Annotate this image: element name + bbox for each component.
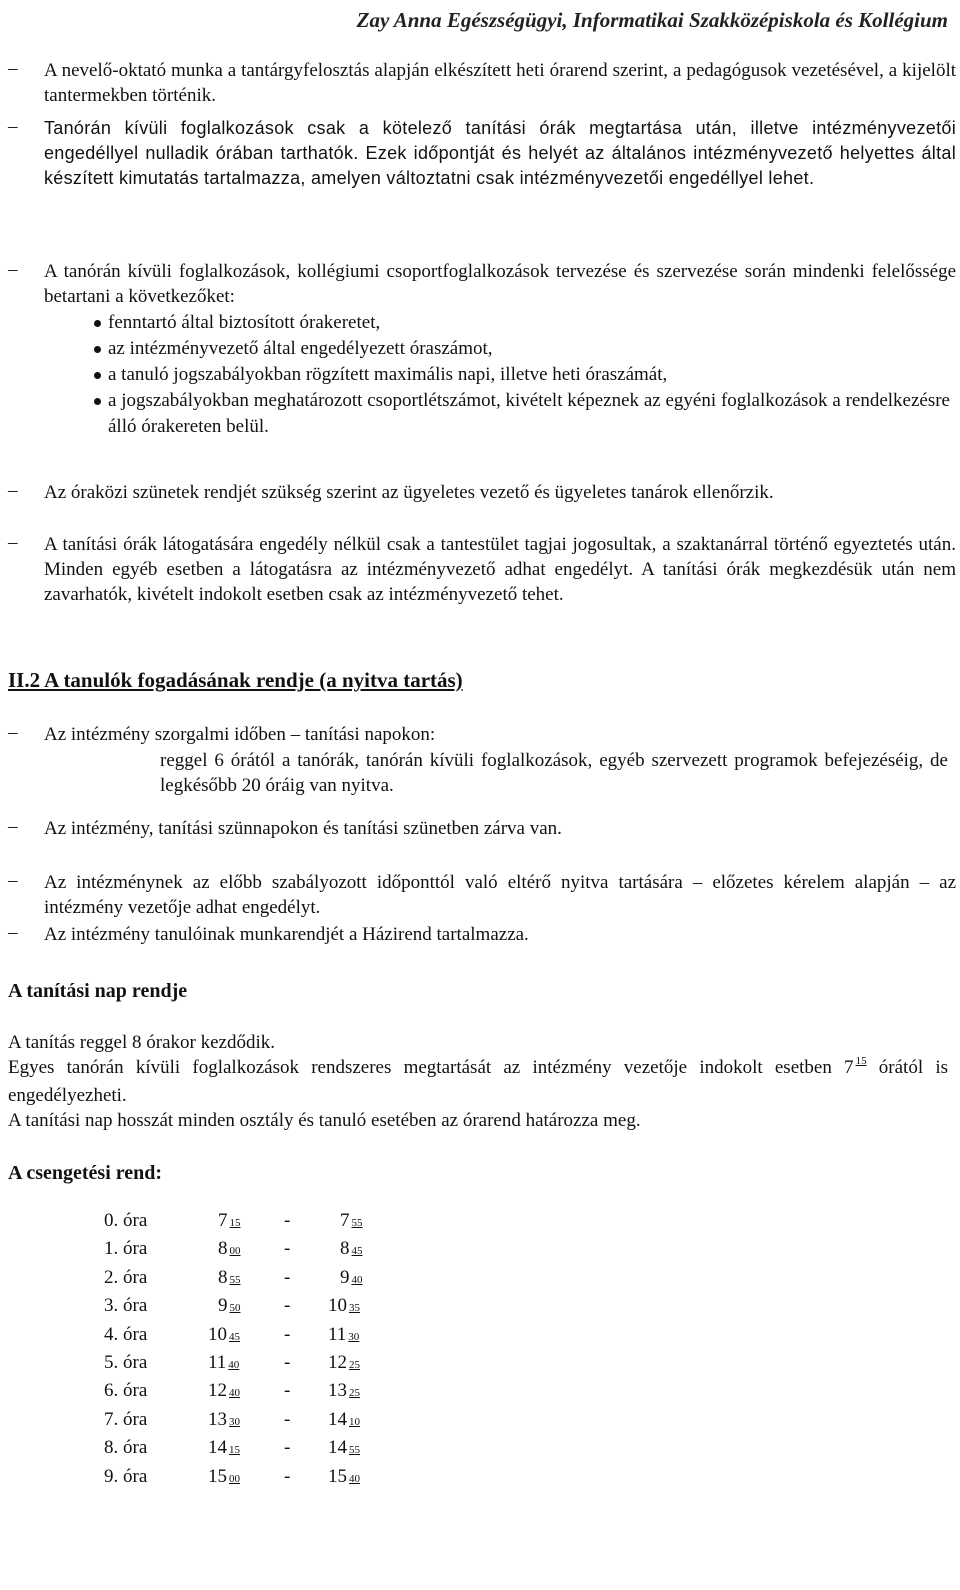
- section-title: II.2 A tanulók fogadásának rendje (a nyitva tartás): [8, 668, 463, 692]
- bell-row: [0, 1210, 500, 1238]
- day-line: A tanítási nap hosszát minden osztály és tanuló esetében az órarend határozza meg.: [8, 1110, 641, 1131]
- bell-end-time: 13 25: [328, 1380, 360, 1402]
- bell-end-time: 15 40: [328, 1465, 360, 1487]
- paragraph-text: A tanítási órák látogatására engedély nélkül csak a tantestület tagjai jogosultak, a szaktanárral történő egyeztetés után. Minden egyéb esetben a látogatásra az intézményvezető adhat engedélyt. A tanítási órák megkezdésük után nem zavarhatók, kivételt indokolt esetben csak az intézményvezető tehet.: [44, 534, 956, 605]
- opening-detail: reggel 6 órától a tanórák, tanórán kívüli foglalkozások, egyéb szervezett programok befejezéséig, de legkésőbb 20 óráig van nyitva.: [160, 750, 948, 796]
- dash-marker: –: [8, 116, 18, 137]
- bell-period-label: 7. óra: [104, 1408, 148, 1430]
- paragraph-text: Az óraközi szünetek rendjét szükség szerint az ügyeletes vezető és ügyeletes tanárok ellenőrzik.: [44, 482, 774, 503]
- bell-separator: -: [284, 1380, 291, 1402]
- bell-end-time: 7 55: [340, 1210, 363, 1231]
- bell-row: [0, 1238, 500, 1266]
- bell-period-label: 6. óra: [104, 1380, 148, 1402]
- bullet-item: [108, 362, 950, 388]
- paragraph-text: Az intézmény tanulóinak munkarendjét a Házirend tartalmazza.: [44, 924, 529, 945]
- paragraph-text: A tanórán kívüli foglalkozások, kollégiumi csoportfoglalkozások tervezése és szervezése során mindenki felelőssége betartani a következőket:: [44, 261, 956, 307]
- bullet-item: [108, 388, 950, 440]
- bell-period-label: 3. óra: [104, 1295, 148, 1317]
- bell-separator: -: [284, 1323, 291, 1345]
- bell-start-time: 9 50: [218, 1295, 241, 1317]
- bell-start-time: 10 45: [208, 1323, 240, 1345]
- bullet-text: az intézményvezető által engedélyezett óraszámot,: [108, 338, 493, 359]
- bell-row: [0, 1324, 500, 1352]
- bullet-icon: [94, 398, 101, 405]
- bell-period-label: 5. óra: [104, 1352, 148, 1373]
- bell-schedule: [0, 1210, 520, 1500]
- bell-period-label: 4. óra: [104, 1323, 148, 1345]
- paragraph-text: Az intézmény szorgalmi időben – tanítási napokon:: [44, 724, 436, 745]
- bell-end-time: 14 10: [328, 1408, 360, 1430]
- bell-separator: -: [284, 1437, 291, 1459]
- bullet-icon: [94, 320, 101, 327]
- bell-separator: -: [284, 1210, 291, 1231]
- bell-separator: -: [284, 1238, 291, 1260]
- bell-row: [0, 1267, 500, 1295]
- day-line: A tanítás reggel 8 órakor kezdődik.: [8, 1032, 275, 1053]
- bell-end-time: 11 30: [328, 1323, 360, 1345]
- bullet-icon: [94, 346, 101, 353]
- bell-start-time: 8 00: [218, 1238, 241, 1260]
- bell-period-label: 8. óra: [104, 1437, 148, 1459]
- dash-marker: –: [8, 58, 18, 79]
- day-line: [8, 1055, 948, 1108]
- bullet-item: [108, 336, 950, 362]
- bell-end-time: 8 45: [340, 1238, 363, 1260]
- dash-marker: –: [8, 870, 18, 891]
- bullet-text: a jogszabályokban meghatározott csoportlétszámot, kivételt képeznek az egyéni foglalkozások a rendelkezésre álló órakereten belül.: [108, 390, 950, 437]
- superscript-minutes: 15: [855, 1055, 867, 1067]
- bell-row: [0, 1380, 500, 1408]
- bell-start-time: 14 15: [208, 1437, 240, 1459]
- bell-start-time: 15 00: [208, 1465, 240, 1487]
- day-title: A tanítási nap rendje: [8, 980, 188, 1002]
- bell-period-label: 0. óra: [104, 1210, 148, 1231]
- bell-title: A csengetési rend:: [8, 1162, 163, 1184]
- bell-separator: -: [284, 1408, 291, 1430]
- bell-row: [0, 1295, 500, 1323]
- page-header: Zay Anna Egészségügyi, Informatikai Szakközépiskola és Kollégium: [356, 8, 948, 32]
- bell-period-label: 9. óra: [104, 1465, 148, 1487]
- paragraph-text: A nevelő-oktató munka a tantárgyfelosztás alapján elkészített heti órarend szerint, a pedagógusok vezetésével, a kijelölt tantermekben történik.: [44, 60, 956, 106]
- bell-row: [0, 1409, 500, 1437]
- day-line-text: Egyes tanórán kívüli foglalkozások rendszeres megtartását az intézmény vezetője indokolt esetben 7: [8, 1057, 854, 1078]
- dash-marker: –: [8, 922, 18, 943]
- bell-end-time: 9 40: [340, 1266, 363, 1288]
- bullet-item: [108, 310, 950, 336]
- bell-separator: -: [284, 1295, 291, 1317]
- bell-start-time: 12 40: [208, 1380, 240, 1402]
- dash-marker: –: [8, 480, 18, 501]
- bell-end-time: 14 55: [328, 1437, 360, 1459]
- bell-end-time: 12 25: [328, 1352, 360, 1373]
- bell-row: [0, 1466, 500, 1494]
- paragraph-text: Az intézménynek az előbb szabályozott időponttól való eltérő nyitva tartására – előzetes kérelem alapján – az intézmény vezetője adhat engedélyt.: [44, 872, 956, 918]
- paragraph-text: Tanórán kívüli foglalkozások csak a kötelező tanítási órák megtartása után, illetve intézményvezetői engedéllyel nulladik órában tarthatók. Ezek időpontját és helyét az általános intézményvezető helyettes által készített kimutatás tartalmazza, amelyen változtatni csak intézményvezetői engedéllyel lehet.: [44, 118, 956, 188]
- bullet-icon: [94, 372, 101, 379]
- bullet-text: a tanuló jogszabályokban rögzített maximális napi, illetve heti óraszámát,: [108, 364, 668, 385]
- dash-marker: –: [8, 532, 18, 553]
- bell-row: [0, 1352, 500, 1380]
- bell-period-label: 2. óra: [104, 1266, 148, 1288]
- dash-marker: –: [8, 816, 18, 837]
- bell-row: [0, 1437, 500, 1465]
- bell-start-time: 8 55: [218, 1266, 241, 1288]
- bell-separator: -: [284, 1266, 291, 1288]
- bullet-text: fenntartó által biztosított órakeretet,: [108, 312, 381, 333]
- bell-end-time: 10 35: [328, 1295, 360, 1317]
- bell-period-label: 1. óra: [104, 1238, 148, 1260]
- bell-start-time: 7 15: [218, 1210, 241, 1231]
- bell-start-time: 13 30: [208, 1408, 240, 1430]
- dash-marker: –: [8, 722, 18, 743]
- dash-marker: –: [8, 259, 18, 280]
- bell-start-time: 11 40: [208, 1352, 240, 1373]
- day-line-text: órától is engedélyezheti.: [8, 1057, 948, 1106]
- paragraph-text: Az intézmény, tanítási szünnapokon és tanítási szünetben zárva van.: [44, 818, 562, 839]
- bell-separator: -: [284, 1465, 291, 1487]
- bell-separator: -: [284, 1352, 291, 1373]
